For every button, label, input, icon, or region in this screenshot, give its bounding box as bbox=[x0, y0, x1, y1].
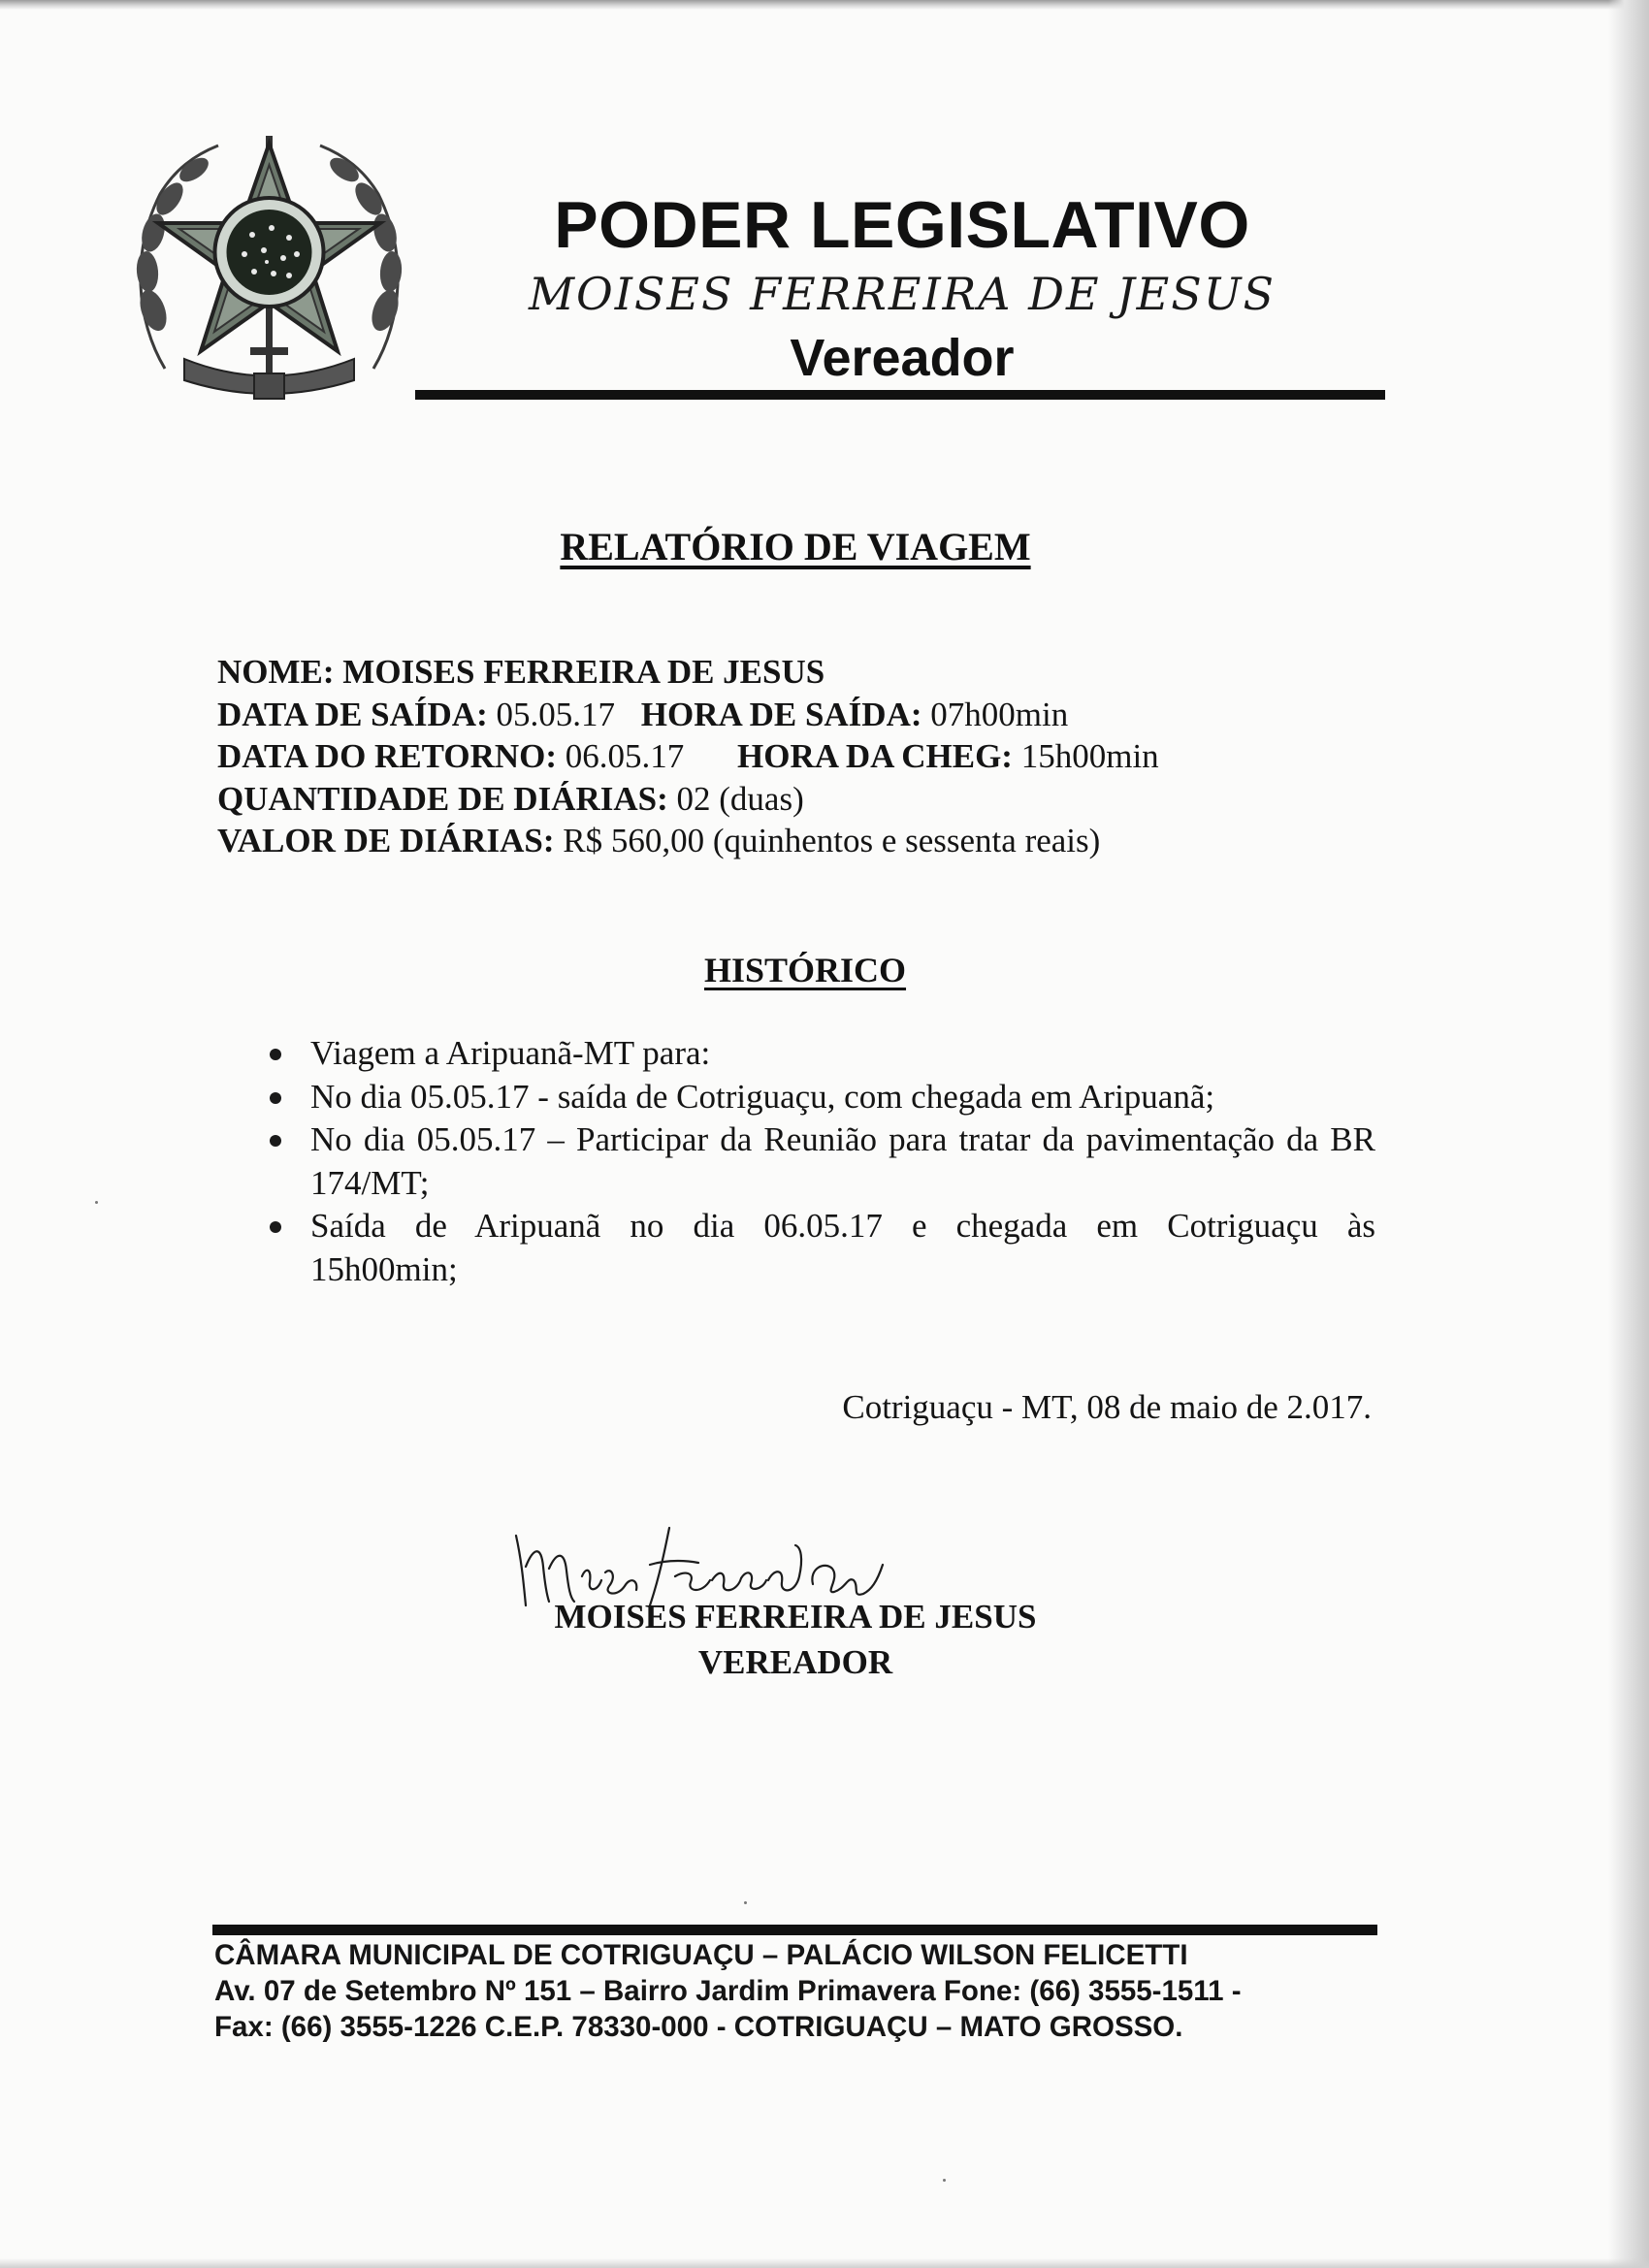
history-title: HISTÓRICO bbox=[703, 951, 907, 989]
daily-count-value: 02 (duas) bbox=[676, 779, 804, 818]
departure-time-label: HORA DE SAÍDA: bbox=[640, 695, 922, 733]
departure-date-value: 05.05.17 bbox=[496, 695, 615, 733]
signer-role: VEREADOR bbox=[697, 1643, 893, 1681]
bullet-icon bbox=[270, 1049, 281, 1060]
list-item bbox=[270, 1076, 1375, 1119]
scan-speck bbox=[943, 2179, 946, 2182]
info-row-name bbox=[217, 651, 1420, 694]
arrival-time-label: HORA DA CHEG: bbox=[737, 737, 1013, 775]
report-title: RELATÓRIO DE VIAGEM bbox=[560, 525, 1031, 568]
signature-block bbox=[427, 1594, 1164, 1685]
info-row-return bbox=[217, 735, 1420, 778]
departure-time-value: 07h00min bbox=[930, 695, 1069, 733]
scan-bottom-edge bbox=[0, 2258, 1649, 2268]
daily-value-label: VALOR DE DIÁRIAS: bbox=[217, 822, 555, 859]
footer-divider bbox=[212, 1925, 1377, 1935]
scan-speck bbox=[95, 1201, 98, 1204]
bullet-icon bbox=[270, 1092, 281, 1104]
history-item-text: No dia 05.05.17 – Participar da Reunião para tratar da pavimentação da BR 174/MT; bbox=[310, 1120, 1375, 1202]
bullet-icon bbox=[270, 1135, 281, 1147]
return-date-label: DATA DO RETORNO: bbox=[217, 737, 558, 775]
info-row-departure bbox=[217, 694, 1420, 736]
header-role: Vereador bbox=[790, 329, 1015, 387]
signer-name: MOISES FERREIRA DE JESUS bbox=[554, 1598, 1037, 1636]
arrival-time-value: 15h00min bbox=[1020, 737, 1159, 775]
footer-institution: CÂMARA MUNICIPAL DE COTRIGUAÇU – PALÁCIO WILSON FELICETTI bbox=[214, 1939, 1188, 1971]
footer bbox=[214, 1937, 1407, 2045]
scan-top-edge bbox=[0, 0, 1649, 10]
travel-info bbox=[217, 651, 1420, 862]
history-list bbox=[270, 1032, 1375, 1291]
list-item bbox=[270, 1205, 1375, 1291]
info-row-daily-count bbox=[217, 778, 1420, 821]
name-value: MOISES FERREIRA DE JESUS bbox=[342, 653, 825, 691]
footer-address: Av. 07 de Setembro Nº 151 – Bairro Jardim Primavera Fone: (66) 3555-1511 - bbox=[214, 1975, 1242, 2007]
coat-of-arms-icon bbox=[126, 126, 412, 403]
history-item-text: Saída de Aripuanã no dia 06.05.17 e chegada em Cotriguaçu às 15h00min; bbox=[310, 1207, 1375, 1288]
daily-value-value: R$ 560,00 (quinhentos e sessenta reais) bbox=[563, 822, 1101, 859]
history-item-text: Viagem a Aripuanã-MT para: bbox=[310, 1034, 711, 1072]
scan-speck bbox=[744, 1901, 747, 1904]
return-date-value: 06.05.17 bbox=[565, 737, 685, 775]
list-item bbox=[270, 1032, 1375, 1076]
history-item-text: No dia 05.05.17 - saída de Cotriguaçu, com chegada em Aripuanã; bbox=[310, 1077, 1215, 1116]
bullet-icon bbox=[270, 1221, 281, 1233]
daily-count-label: QUANTIDADE DE DIÁRIAS: bbox=[217, 779, 668, 818]
header-title: PODER LEGISLATIVO bbox=[554, 188, 1250, 262]
header-councillor-name: MOISES FERREIRA DE JESUS bbox=[528, 268, 1277, 320]
info-row-daily-value bbox=[217, 820, 1420, 862]
name-label: NOME: bbox=[217, 653, 335, 691]
place-and-date: Cotriguaçu - MT, 08 de maio de 2.017. bbox=[842, 1388, 1372, 1426]
scan-right-edge bbox=[1608, 0, 1649, 2268]
list-item bbox=[270, 1118, 1375, 1205]
departure-date-label: DATA DE SAÍDA: bbox=[217, 695, 488, 733]
footer-contact: Fax: (66) 3555-1226 C.E.P. 78330-000 - COTRIGUAÇU – MATO GROSSO. bbox=[214, 2011, 1183, 2043]
header-divider bbox=[415, 390, 1385, 400]
